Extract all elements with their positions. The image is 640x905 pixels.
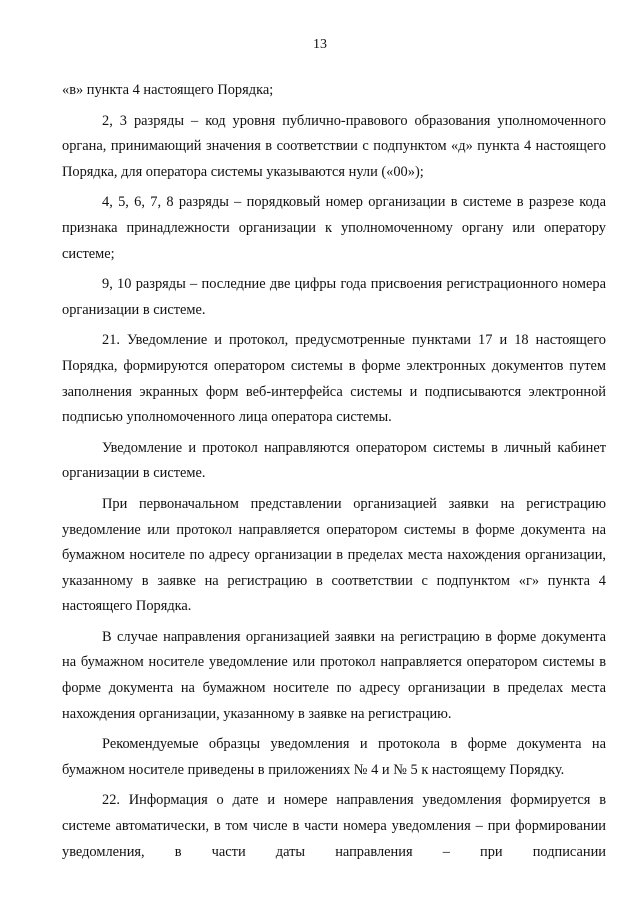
paragraph-digits-4-8: 4, 5, 6, 7, 8 разряды – порядковый номер организации в системе в разрезе кода признака принадлежности организации к уполномоченному органу или оператору системе; xyxy=(62,194,606,262)
paragraph-digits-9-10: 9, 10 разряды – последние две цифры года присвоения регистрационного номера организации в системе. xyxy=(62,276,606,318)
page-number: 13 xyxy=(313,37,327,52)
paragraph-recommended-samples: Рекомендуемые образцы уведомления и протокола в форме документа на бумажном носителе приведены в приложениях № 4 и № 5 к настоящему Порядку. xyxy=(62,736,606,778)
paragraph-digits-2-3: 2, 3 разряды – код уровня публично-правового образования уполномоченного органа, принимающий значения в соответствии с подпунктом «д» пункта 4 настоящего Порядка, для оператора системы указываются нули («00»); xyxy=(62,112,606,180)
paragraph-notification-cabinet: Уведомление и протокол направляются оператором системы в личный кабинет организации в системе. xyxy=(62,439,606,482)
paragraph-item-21: 21. Уведомление и протокол, предусмотренные пунктами 17 и 18 настоящего Порядка, формируются оператором системы в форме электронных документов путем заполнения экранных форм веб-интерфейса системы и подписываются электронной подписью уполномоченного лица оператора системы. xyxy=(62,332,606,426)
document-body xyxy=(62,78,606,865)
paragraph-continuation: «в» пункта 4 настоящего Порядка; xyxy=(62,82,274,98)
paragraph-initial-submission: При первоначальном представлении организацией заявки на регистрацию уведомление или протокол направляется оператором системы в форме документа на бумажном носителе по адресу организации в пределах места нахождения организации, указанному в заявке на регистрацию в соответствии с подпунктом «г» пункта 4 настоящего Порядка. xyxy=(62,495,606,615)
paragraph-paper-submission: В случае направления организацией заявки на регистрацию в форме документа на бумажном носителе уведомление или протокол направляется оператором системы в форме документа на бумажном носителе по адресу организации в пределах места нахождения организации, указанному в заявке на регистрацию. xyxy=(62,628,606,722)
paragraph-item-22: 22. Информация о дате и номере направления уведомления формируется в системе автоматически, в том числе в части номера уведомления – при формировании уведомления, в части даты направления – при подписании xyxy=(62,792,606,860)
